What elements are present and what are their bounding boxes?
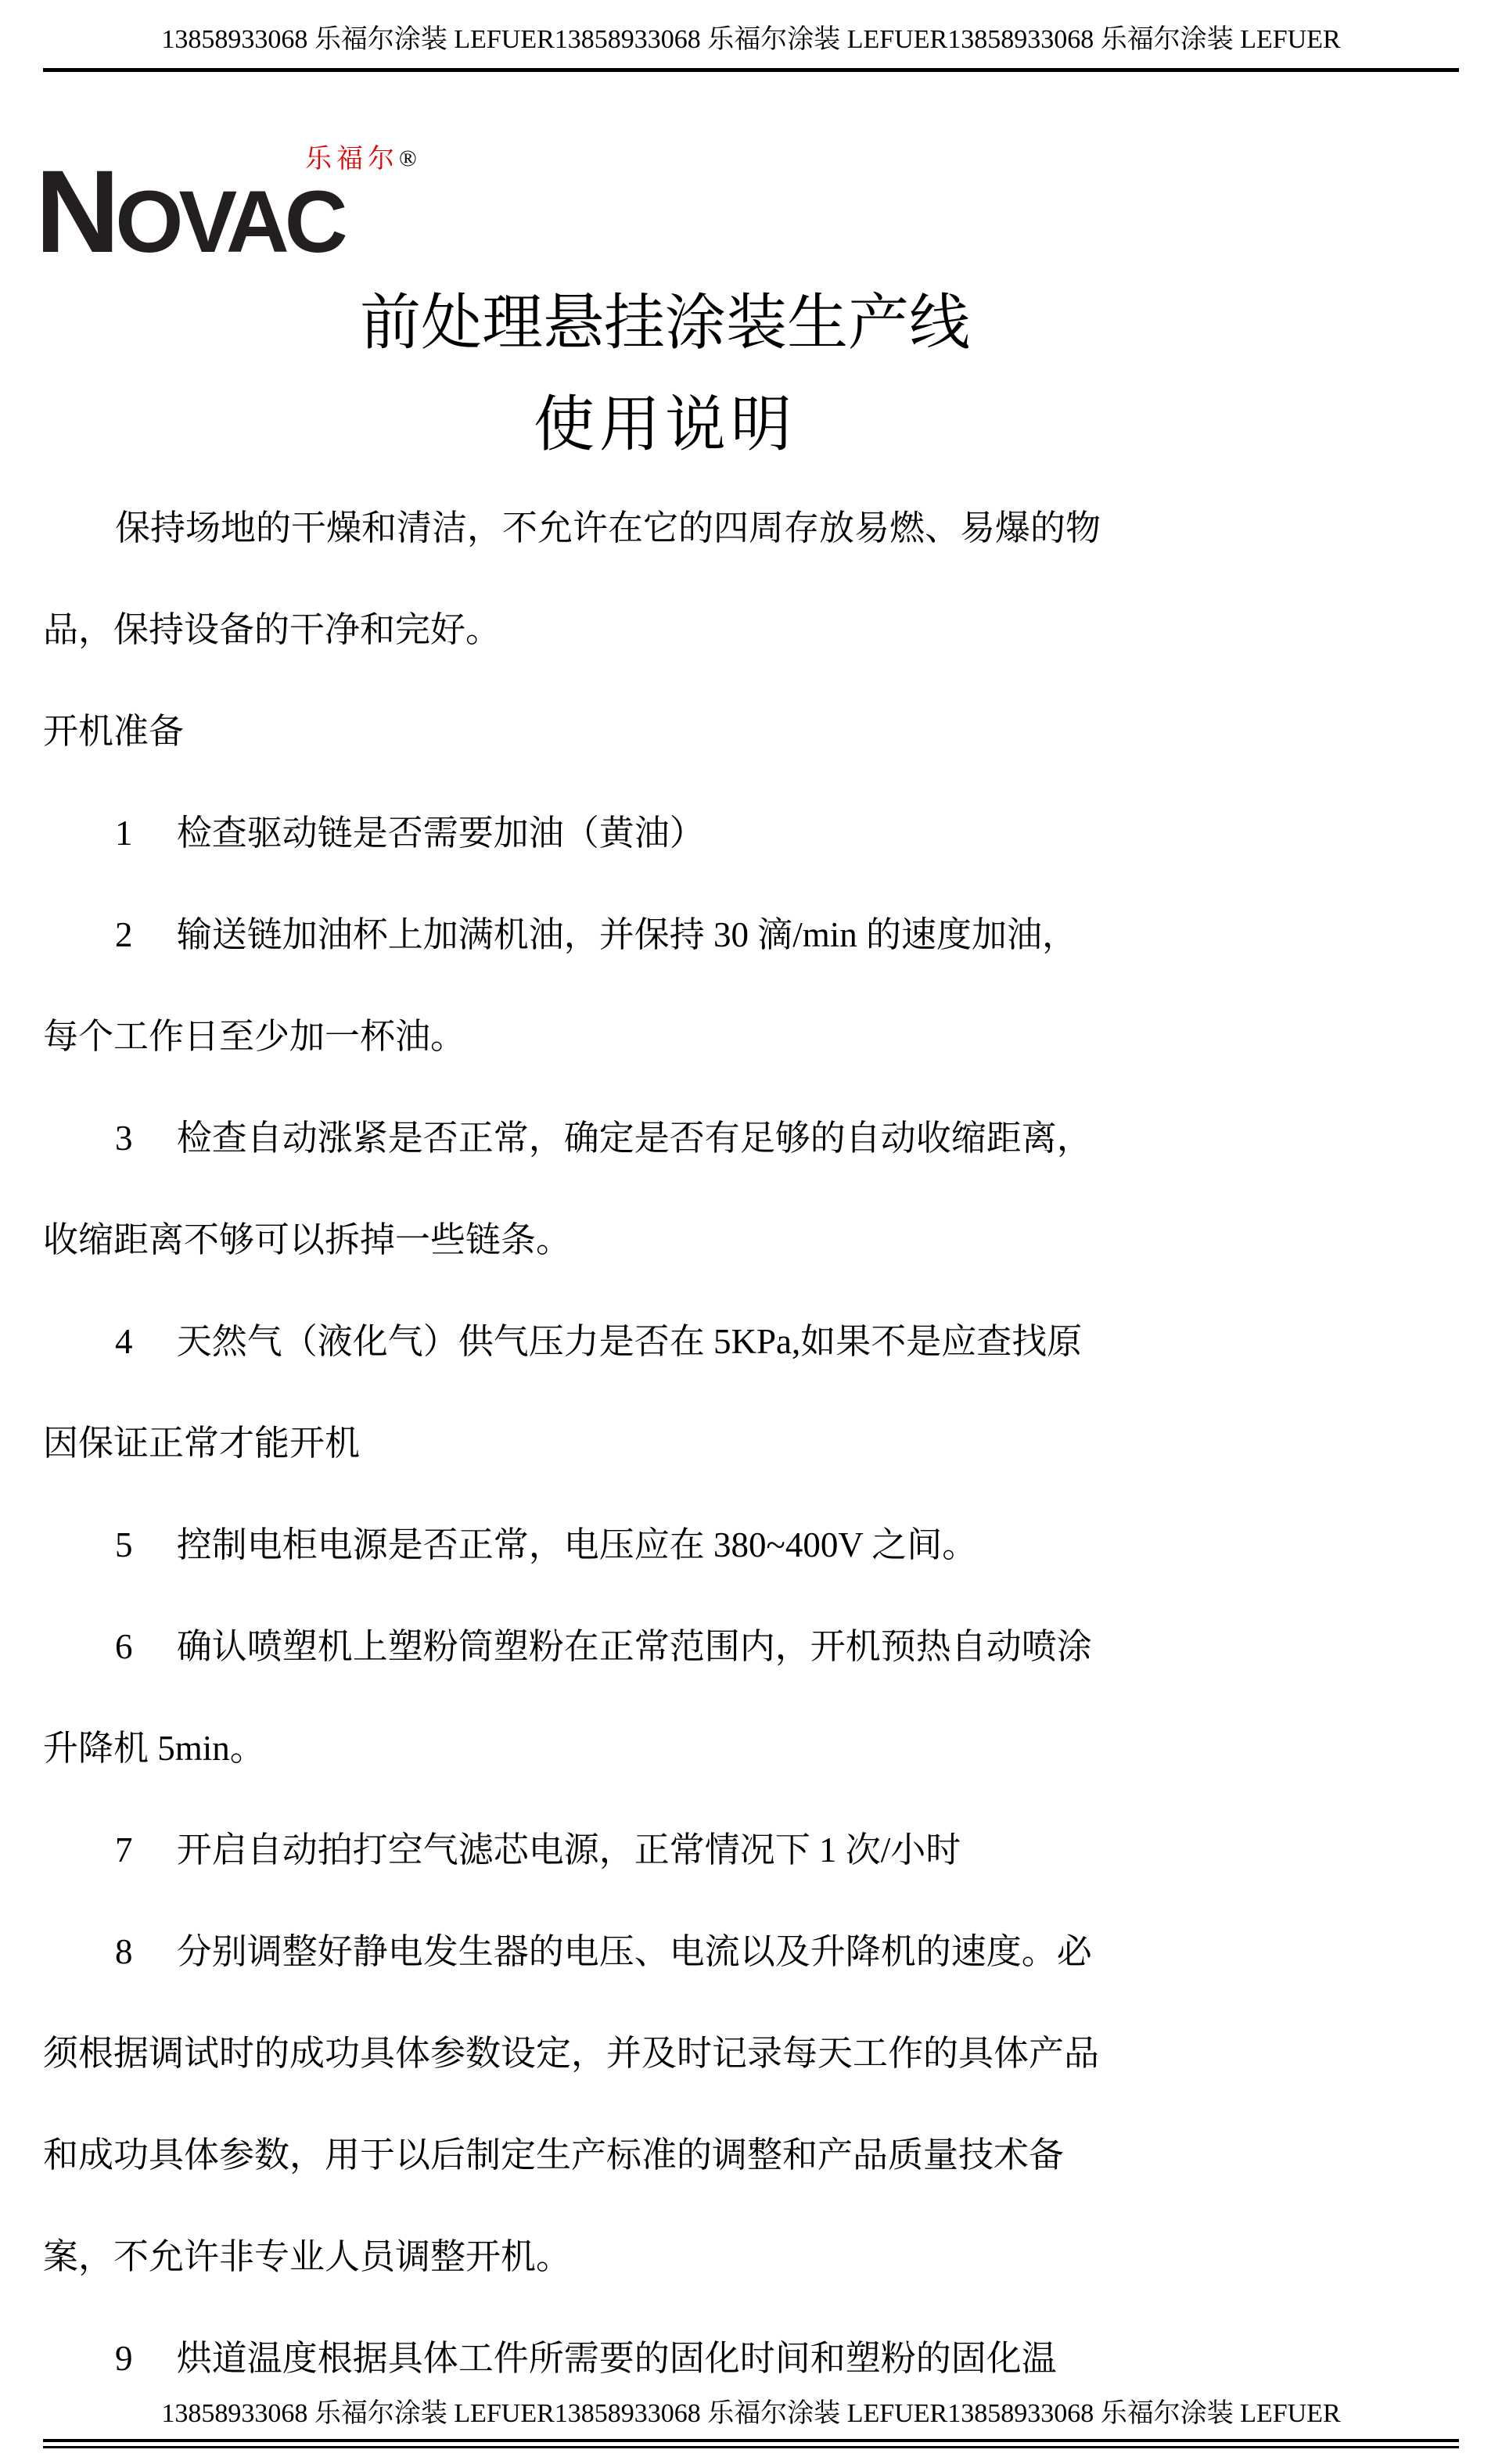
list-item-8-continued: 须根据调试时的成功具体参数设定，并及时记录每天工作的具体产品 [43,2034,1100,2073]
logo-initial-letter: N [35,145,116,277]
document-subtitle: 使用说明 [533,390,796,458]
logo-trademark [305,145,417,178]
list-item-2-continued: 每个工作日至少加一杯油。 [43,1017,466,1056]
document-body [43,477,1459,2409]
page-footer-text: 13858933068 乐福尔涂装 LEFUER13858933068 乐福尔涂装 LEFUER13858933068 乐福尔涂装 LEFUER [161,2399,1341,2428]
footer-double-rule [43,2439,1459,2448]
list-item-8-continued: 和成功具体参数，用于以后制定生产标准的调整和产品质量技术备 [43,2135,1065,2175]
intro-line: 保持场地的干燥和清洁，不允许在它的四周存放易燃、易爆的物 [115,508,1101,548]
list-item-4-continued: 因保证正常才能开机 [43,1424,361,1463]
logo-wordmark [35,145,343,277]
list-item-6-continued: 升降机 5min。 [43,1729,265,1768]
header-rule [43,68,1459,72]
list-item-5: 5 控制电柜电源是否正常，电压应在 380~400V 之间。 [115,1525,978,1564]
list-item-4: 4 天然气（液化气）供气压力是否在 5KPa,如果不是应查找原 [115,1322,1083,1361]
intro-line: 品，保持设备的干净和完好。 [43,610,501,649]
list-item-3-continued: 收缩距离不够可以拆掉一些链条。 [43,1220,572,1259]
list-item-2: 2 输送链加油杯上加满机油，并保持 30 滴/min 的速度加油， [115,915,1078,954]
page-header-text: 13858933068 乐福尔涂装 LEFUER13858933068 乐福尔涂装 LEFUER13858933068 乐福尔涂装 LEFUER [161,25,1341,54]
brand-logo [35,145,520,277]
list-item-3: 3 检查自动涨紧是否正常，确定是否有足够的自动收缩距离， [115,1119,1092,1158]
section-heading: 开机准备 [43,712,185,751]
registered-trademark-icon: ® [399,145,417,171]
list-item-9: 9 烘道温度根据具体工件所需要的固化时间和塑粉的固化温 [115,2339,1057,2378]
list-item-8: 8 分别调整好静电发生器的电压、电流以及升降机的速度。必 [115,1932,1092,1971]
list-item-6: 6 确认喷塑机上塑粉筒塑粉在正常范围内，开机预热自动喷涂 [115,1627,1092,1666]
list-item-7: 7 开启自动拍打空气滤芯电源，正常情况下 1 次/小时 [115,1830,961,1870]
logo-trademark-chinese: 乐福尔 [305,145,399,174]
document-title: 前处理悬挂涂装生产线 [359,289,970,357]
logo-rest-letters: OVAC [115,173,343,271]
list-item-8-continued: 案，不允许非专业人员调整开机。 [43,2237,572,2276]
list-item-1: 1 检查驱动链是否需要加油（黄油） [115,814,705,853]
